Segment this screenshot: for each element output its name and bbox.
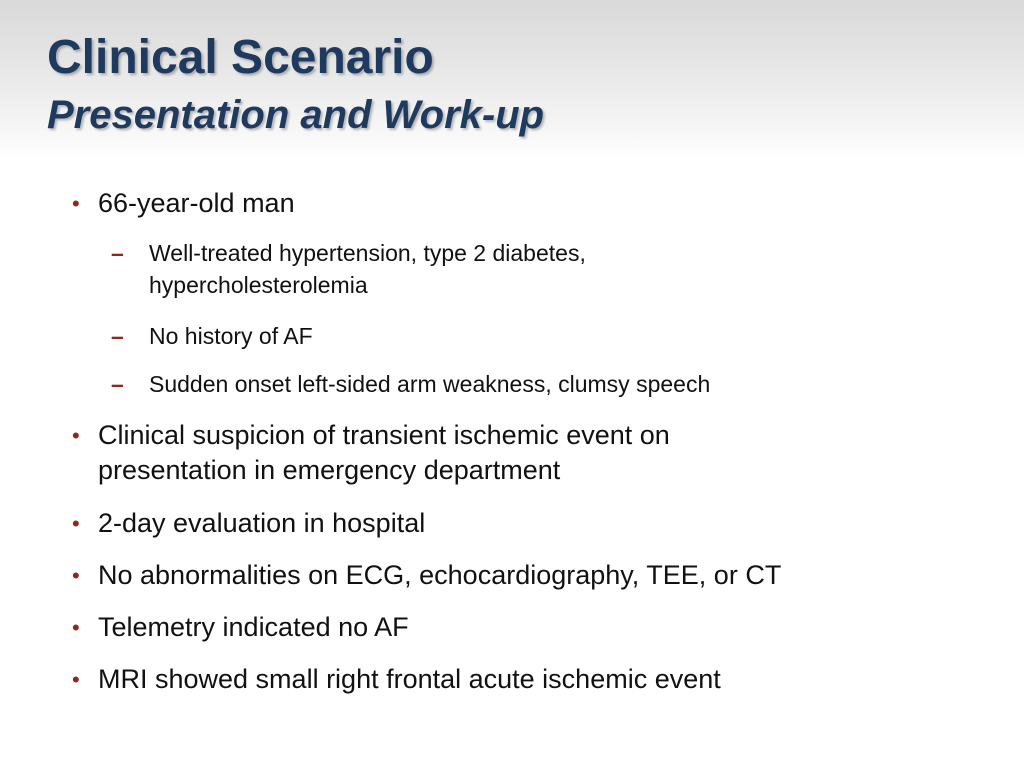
bullet-marker: • — [72, 667, 80, 692]
bullet-marker: • — [72, 615, 80, 640]
bullet-text: MRI showed small right frontal acute ischemic event — [98, 664, 721, 694]
bullet-text: 2-day evaluation in hospital — [98, 508, 426, 538]
bullet-item — [72, 506, 425, 541]
sub-bullet-marker: – — [111, 240, 124, 266]
slide-title: Clinical Scenario — [47, 31, 434, 84]
sub-bullet-item — [111, 237, 586, 301]
slide-subtitle: Presentation and Work-up — [47, 93, 545, 137]
sub-bullet-text: hypercholesterolemia — [149, 272, 368, 298]
bullet-marker: • — [72, 191, 80, 216]
bullet-text: presentation in emergency department — [98, 455, 561, 485]
sub-bullet-text: Well-treated hypertension, type 2 diabetes, — [149, 240, 586, 266]
sub-bullet-marker: – — [111, 371, 124, 397]
sub-bullet-marker: – — [111, 323, 124, 349]
bullet-text: Telemetry indicated no AF — [98, 612, 409, 642]
bullet-text: Clinical suspicion of transient ischemic event on — [98, 420, 670, 450]
bullet-marker: • — [72, 511, 80, 536]
sub-bullet-text: No history of AF — [149, 323, 313, 349]
sub-bullet-item — [111, 368, 710, 400]
bullet-item — [72, 418, 670, 488]
bullet-text: No abnormalities on ECG, echocardiography, TEE, or CT — [98, 560, 782, 590]
bullet-item — [72, 662, 721, 697]
bullet-item — [72, 558, 781, 593]
bullet-text: 66-year-old man — [98, 188, 295, 218]
bullet-marker: • — [72, 563, 80, 588]
bullet-marker: • — [72, 423, 80, 448]
sub-bullet-item — [111, 320, 313, 352]
bullet-item — [72, 186, 295, 221]
bullet-item — [72, 610, 409, 645]
sub-bullet-text: Sudden onset left-sided arm weakness, clumsy speech — [149, 371, 711, 397]
